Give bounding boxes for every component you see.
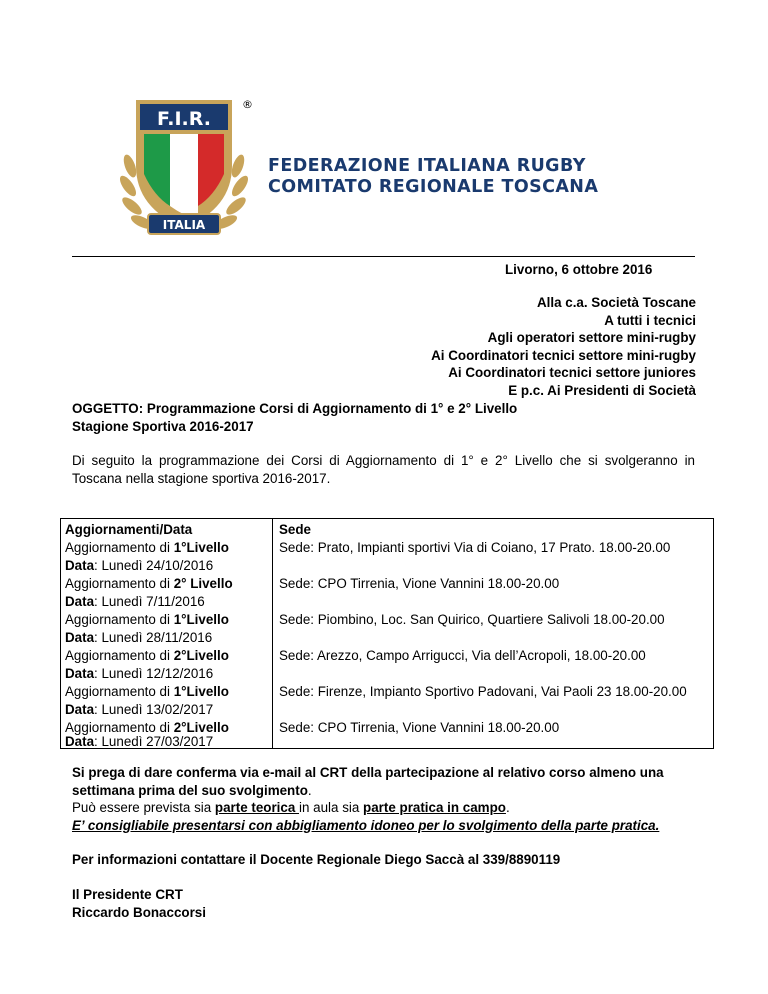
- signature-block: [72, 886, 206, 921]
- fir-crest-logo: [114, 96, 254, 248]
- date-label: Data: [65, 702, 95, 717]
- header-divider: [72, 256, 695, 257]
- course-prefix: Aggiornamento di: [65, 683, 174, 699]
- table-row: [65, 557, 265, 592]
- date-cell: [65, 593, 265, 611]
- registered-mark-icon: ®: [242, 98, 253, 111]
- table-header-right: [279, 521, 709, 556]
- letter-date: Livorno, 6 ottobre 2016: [505, 262, 653, 277]
- date-label: Data: [65, 630, 95, 645]
- venue-cell: Sede: Piombino, Loc. San Quirico, Quartiere Salivoli 18.00-20.00: [279, 612, 665, 627]
- info-contact: Per informazioni contattare il Docente Regionale Diego Saccà al 339/8890119: [72, 852, 561, 867]
- theory-practice-line: [72, 799, 712, 817]
- table-row: [65, 593, 265, 628]
- recipient-line: Alla c.a. Società Toscane: [536, 295, 696, 310]
- course-cell: [65, 611, 265, 629]
- header-label-venue: Sede: [279, 522, 312, 537]
- date-value: : Lunedì 28/11/2016: [94, 630, 213, 645]
- notice-block: [72, 764, 712, 834]
- venue-cell: Sede: CPO Tirrenia, Vione Vannini 18.00-20.00: [279, 720, 560, 735]
- course-cell: [65, 683, 265, 701]
- course-prefix: Aggiornamento di: [65, 575, 174, 591]
- course-prefix: Aggiornamento di: [65, 647, 174, 663]
- date-value: : Lunedì 12/12/2016: [94, 666, 214, 681]
- federation-line-2: COMITATO REGIONALE TOSCANA: [268, 177, 599, 197]
- course-cell: [65, 647, 265, 665]
- theory-mid: in aula sia: [299, 800, 364, 816]
- course-level: 1°Livello: [173, 539, 229, 555]
- recipient-line: Ai Coordinatori tecnici settore juniores: [448, 365, 696, 381]
- signature-title: Il Presidente CRT: [72, 887, 183, 902]
- crest-top-text: F.I.R.: [157, 108, 211, 130]
- course-level: 2°Livello: [173, 719, 229, 735]
- confirm-text: Si prega di dare conferma via e-mail al CRT della partecipazione al relativo corso almeno una settimana prima del suo svolgimento: [72, 765, 664, 798]
- date-label: Data: [65, 734, 95, 749]
- course-prefix: Aggiornamento di: [65, 719, 174, 735]
- course-prefix: Aggiornamento di: [65, 611, 174, 627]
- venue-cell: Sede: Arezzo, Campo Arrigucci, Via dell’Acropoli, 18.00-20.00: [279, 648, 646, 663]
- venue-cell: Sede: CPO Tirrenia, Vione Vannini 18.00-20.00: [279, 576, 560, 591]
- federation-line-1: FEDERAZIONE ITALIANA RUGBY: [268, 156, 586, 176]
- theory-end: .: [505, 800, 510, 816]
- crest-bottom-text: ITALIA: [162, 218, 206, 232]
- table-header-left: [65, 521, 265, 556]
- subject-line-1: OGGETTO: Programmazione Corsi di Aggiornamento di 1° e 2° Livello: [72, 401, 518, 416]
- confirm-paragraph: [72, 764, 712, 799]
- course-level: 1°Livello: [173, 611, 229, 627]
- date-cell: [65, 733, 265, 751]
- clothing-note: E’ consigliabile presentarsi con abbigliamento idoneo per lo svolgimento della parte pratica.: [72, 817, 660, 833]
- letterhead: [78, 92, 696, 252]
- course-level: 2°Livello: [173, 647, 229, 663]
- date-cell: [65, 701, 265, 719]
- date-value: : Lunedì 27/03/2017: [94, 734, 214, 749]
- date-label: Data: [65, 558, 95, 573]
- recipient-line: Agli operatori settore mini-rugby: [487, 330, 696, 346]
- course-prefix: Aggiornamento di: [65, 539, 174, 555]
- signature-name: Riccardo Bonaccorsi: [72, 904, 206, 920]
- federation-name: [268, 156, 598, 198]
- recipient-line: E p.c. Ai Presidenti di Società: [508, 382, 696, 398]
- table-row: [65, 733, 265, 751]
- date-cell: [65, 665, 265, 683]
- intro-paragraph: Di seguito la programmazione dei Corsi di Aggiornamento di 1° e 2° Livello che si svolgeranno in Toscana nella stagione sportiva 2016-2017.: [72, 453, 695, 486]
- date-value: : Lunedì 24/10/2016: [94, 558, 214, 573]
- course-cell: [65, 575, 265, 593]
- date-label: Data: [65, 666, 95, 681]
- recipient-line: A tutti i tecnici: [604, 312, 696, 328]
- date-value: : Lunedì 13/02/2017: [94, 702, 214, 717]
- table-row: [65, 701, 265, 736]
- table-row: [65, 665, 265, 700]
- recipient-line: Ai Coordinatori tecnici settore mini-rugby: [431, 347, 696, 363]
- date-cell: [65, 629, 265, 647]
- table-row: [65, 629, 265, 664]
- practice-underlined: parte pratica in campo: [363, 800, 506, 816]
- confirm-end: .: [307, 782, 312, 798]
- date-cell: [65, 557, 265, 575]
- table-column-divider: [272, 519, 273, 748]
- course-cell: [65, 539, 265, 557]
- recipients-block: [431, 294, 696, 400]
- date-label: Data: [65, 594, 95, 609]
- venue-cell: Sede: Prato, Impianti sportivi Via di Coiano, 17 Prato. 18.00-20.00: [279, 539, 671, 555]
- courses-table: [60, 518, 714, 749]
- theory-underlined: parte teorica: [214, 800, 300, 816]
- subject-block: [72, 400, 517, 435]
- subject-line-2: Stagione Sportiva 2016-2017: [72, 418, 254, 434]
- date-value: : Lunedì 7/11/2016: [94, 594, 205, 609]
- theory-pre: Può essere prevista sia: [72, 800, 215, 816]
- course-level: 1°Livello: [173, 683, 229, 699]
- venue-cell: Sede: Firenze, Impianto Sportivo Padovani, Vai Paoli 23 18.00-20.00: [279, 684, 687, 699]
- header-label-dates: Aggiornamenti/Data: [65, 522, 193, 537]
- course-level: 2° Livello: [173, 575, 233, 591]
